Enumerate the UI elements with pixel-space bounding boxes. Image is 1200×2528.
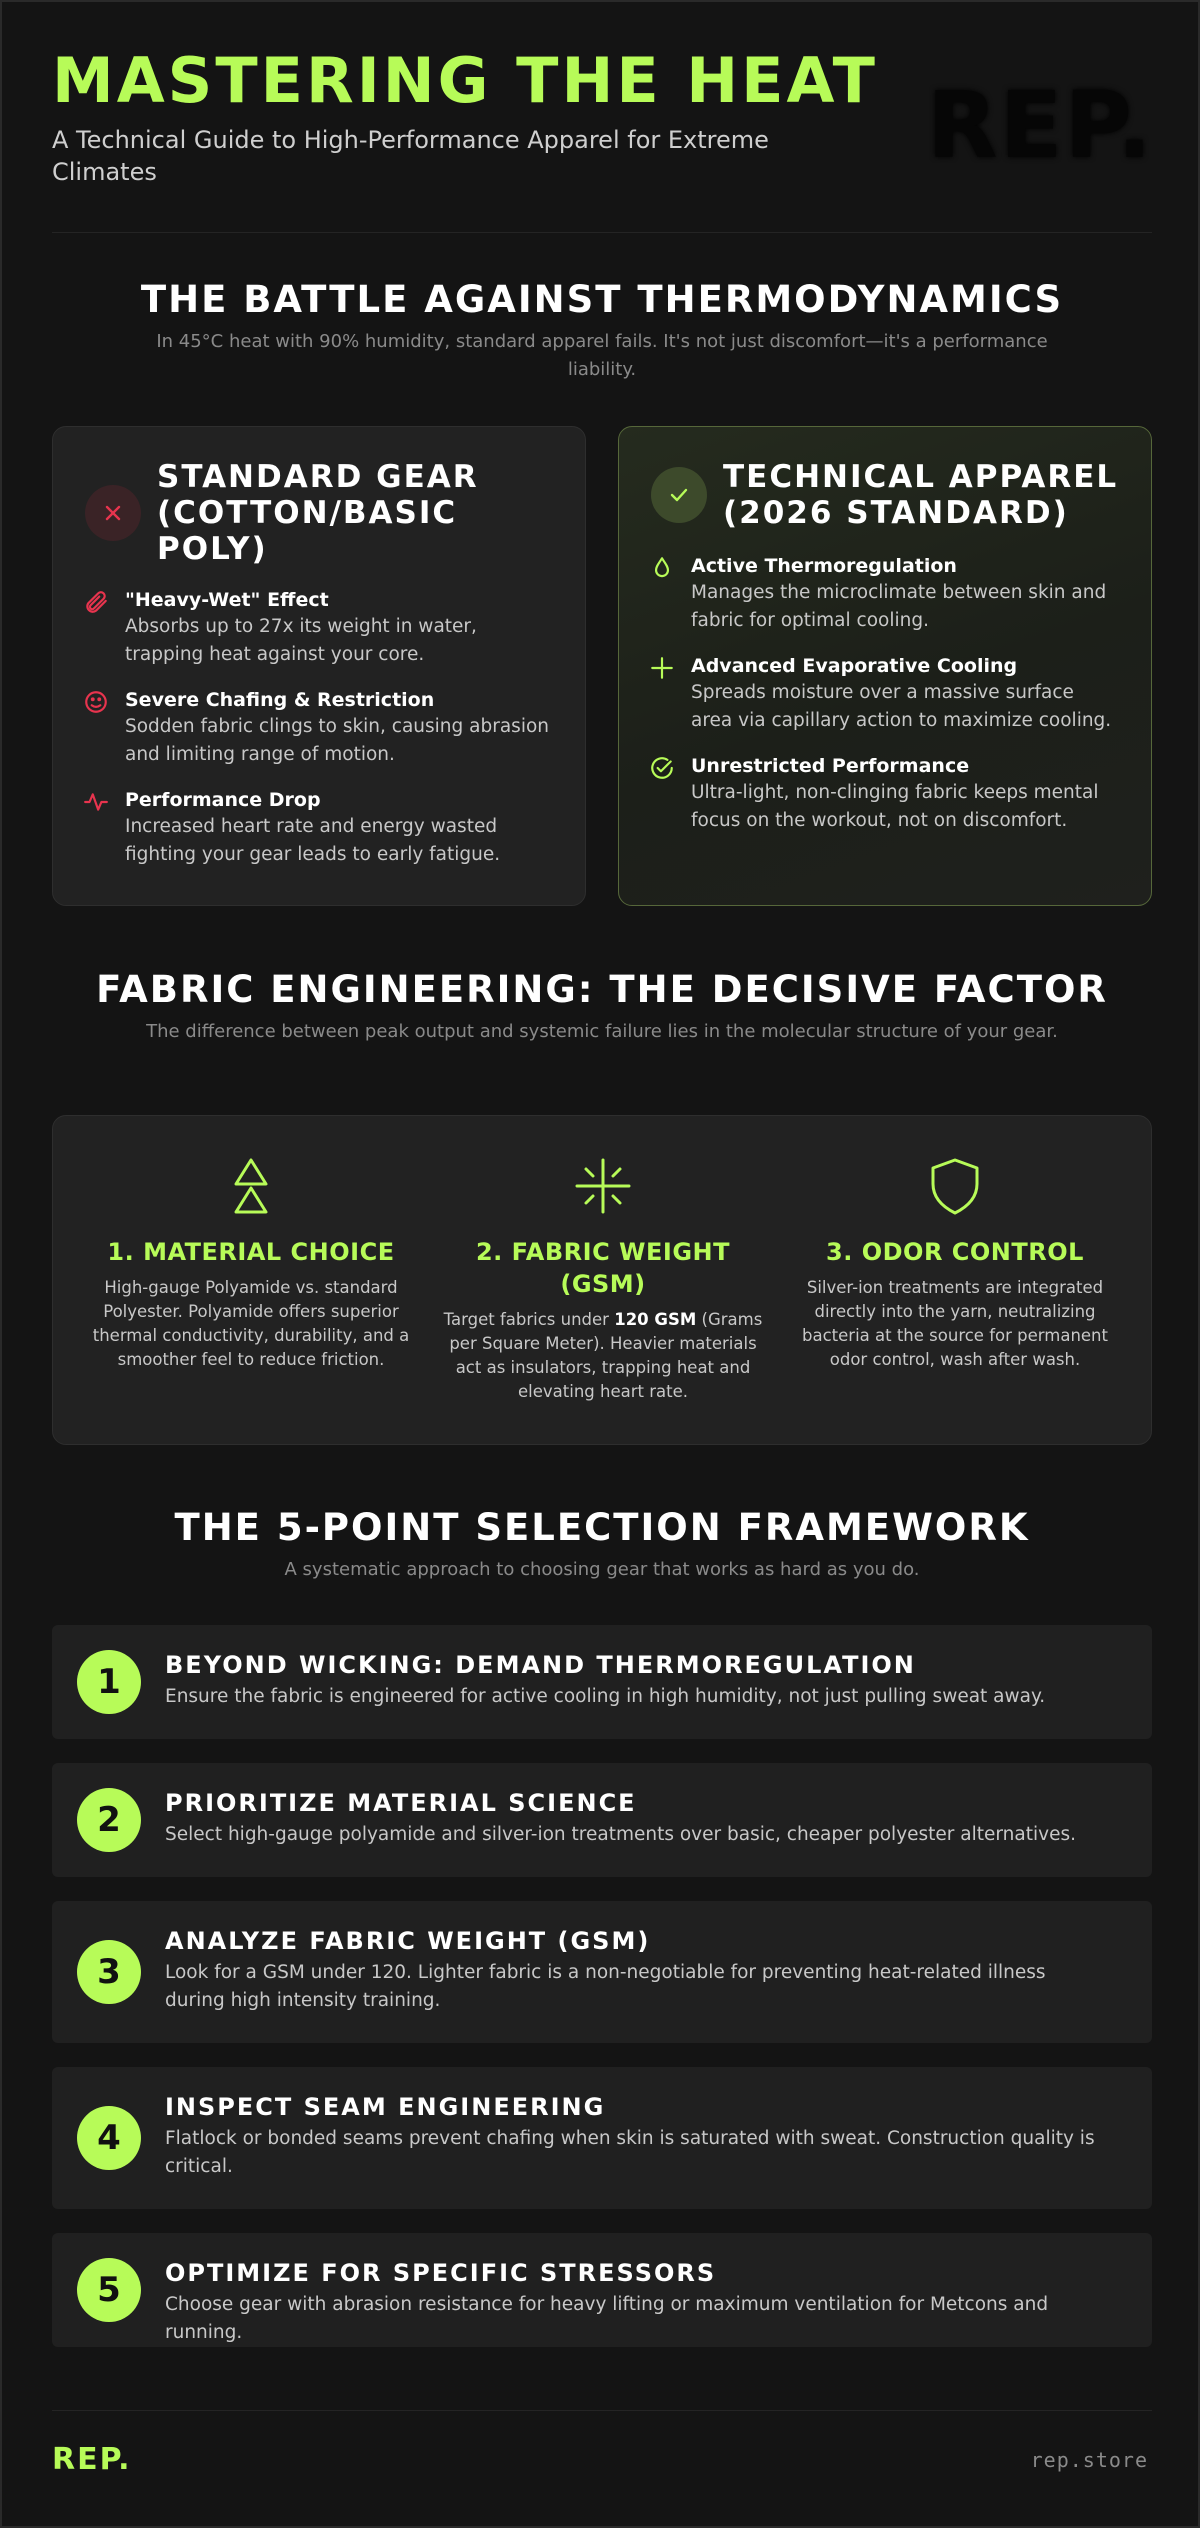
step-desc: Look for a GSM under 120. Lighter fabric is a non-negotiable for preventing heat-related illness during high intensity training. xyxy=(165,1962,1046,2011)
fabric-section-title: FABRIC ENGINEERING: THE DECISIVE FACTOR xyxy=(96,968,1108,1011)
standard-item xyxy=(83,587,555,669)
technical-item xyxy=(649,553,1121,635)
step-title: BEYOND WICKING: DEMAND THERMOREGULATION xyxy=(165,1651,916,1679)
battle-section-title: THE BATTLE AGAINST THERMODYNAMICS xyxy=(140,278,1064,321)
framework-section-subtitle: A systematic approach to choosing gear that works as hard as you do. xyxy=(284,1559,920,1580)
framework-step xyxy=(52,1901,1152,2043)
step-number: 1 xyxy=(77,1650,141,1714)
page-subtitle: A Technical Guide to High-Performance Apparel for Extreme Climates xyxy=(52,126,769,186)
footer-logo: REP. xyxy=(52,2442,132,2477)
standard-item-desc: Absorbs up to 27x its weight in water, trapping heat against your core. xyxy=(125,616,477,665)
fabric-desc-text: Target fabrics under xyxy=(443,1310,615,1329)
fabric-column-title: 3. ODOR CONTROL xyxy=(826,1238,1084,1266)
framework-section-title: THE 5-POINT SELECTION FRAMEWORK xyxy=(174,1506,1030,1549)
standard-item-title: Performance Drop xyxy=(125,789,321,811)
fabric-column-title: 1. MATERIAL CHOICE xyxy=(107,1238,395,1266)
technical-item-title: Active Thermoregulation xyxy=(691,555,957,577)
step-number: 5 xyxy=(77,2258,141,2322)
paperclip-icon xyxy=(83,589,109,615)
step-desc: Choose gear with abrasion resistance for heavy lifting or maximum ventilation for Metcons and running. xyxy=(165,2294,1049,2343)
step-desc: Select high-gauge polyamide and silver-ion treatments over basic, cheaper polyester alternatives. xyxy=(165,1824,1076,1845)
framework-step xyxy=(52,1625,1152,1739)
plus-icon xyxy=(649,655,675,681)
pulse-icon xyxy=(83,789,109,815)
technical-item-title: Advanced Evaporative Cooling xyxy=(691,655,1018,677)
step-number: 3 xyxy=(77,1940,141,2004)
technical-item-title: Unrestricted Performance xyxy=(691,755,970,777)
fabric-column-desc: Silver-ion treatments are integrated directly into the yarn, neutralizing bacteria at the source for permanent odor control, wash after wash. xyxy=(802,1278,1108,1369)
standard-item-desc: Sodden fabric clings to skin, causing abrasion and limiting range of motion. xyxy=(125,716,550,765)
step-desc: Ensure the fabric is engineered for active cooling in high humidity, not just pulling sweat away. xyxy=(165,1686,1046,1707)
sparkle-icon xyxy=(573,1156,633,1216)
step-desc: Flatlock or bonded seams prevent chafing when skin is saturated with sweat. Construction quality is critical. xyxy=(165,2128,1095,2177)
frown-icon xyxy=(83,689,109,715)
droplet-icon xyxy=(649,555,675,581)
fabric-column-title: 2. FABRIC WEIGHT (GSM) xyxy=(475,1238,730,1298)
framework-step xyxy=(52,2233,1152,2347)
step-title: OPTIMIZE FOR SPECIFIC STRESSORS xyxy=(165,2259,717,2287)
brand-watermark: REP. xyxy=(926,72,1154,179)
technical-apparel-title: TECHNICAL APPAREL (2026 STANDARD) xyxy=(723,459,1119,531)
step-title: INSPECT SEAM ENGINEERING xyxy=(165,2093,606,2121)
technical-item-desc: Ultra-light, non-clinging fabric keeps mental focus on the workout, not on discomfort. xyxy=(691,782,1099,831)
fabric-section-subtitle: The difference between peak output and systemic failure lies in the molecular structure of your gear. xyxy=(146,1021,1058,1042)
triangles-icon xyxy=(221,1156,281,1216)
x-icon xyxy=(85,485,141,541)
fabric-desc-text: (Grams per Square Meter). Heavier materials act as insulators, trapping heat and elevating heart rate. xyxy=(449,1310,763,1401)
header-divider xyxy=(52,232,1152,233)
step-number: 2 xyxy=(77,1788,141,1852)
standard-item-desc: Increased heart rate and energy wasted fighting your gear leads to early fatigue. xyxy=(125,816,501,865)
shield-icon xyxy=(925,1156,985,1216)
battle-section-subtitle: In 45°C heat with 90% humidity, standard apparel fails. It's not just discomfort—it's a performance liability. xyxy=(156,331,1048,380)
technical-item xyxy=(649,653,1121,735)
framework-step xyxy=(52,2067,1152,2209)
standard-gear-card xyxy=(52,426,586,906)
check-icon xyxy=(651,467,707,523)
standard-item-title: Severe Chafing & Restriction xyxy=(125,689,435,711)
technical-item xyxy=(649,753,1121,835)
page-title: MASTERING THE HEAT xyxy=(52,44,878,117)
fabric-column-desc xyxy=(443,1308,763,1404)
technical-item-desc: Spreads moisture over a massive surface area via capillary action to maximize cooling. xyxy=(691,682,1112,731)
standard-item xyxy=(83,787,555,869)
step-title: PRIORITIZE MATERIAL SCIENCE xyxy=(165,1789,637,1817)
standard-item xyxy=(83,687,555,769)
technical-item-desc: Manages the microclimate between skin and fabric for optimal cooling. xyxy=(691,582,1107,631)
framework-step xyxy=(52,1763,1152,1877)
standard-item-title: "Heavy-Wet" Effect xyxy=(125,589,329,611)
footer-divider xyxy=(52,2410,1152,2411)
fabric-desc-highlight: 120 GSM xyxy=(614,1310,697,1329)
step-number: 4 xyxy=(77,2106,141,2170)
page-header xyxy=(52,46,1152,196)
technical-apparel-card xyxy=(618,426,1152,906)
check-circle-icon xyxy=(649,755,675,781)
fabric-panel xyxy=(52,1115,1152,1445)
step-title: ANALYZE FABRIC WEIGHT (GSM) xyxy=(165,1927,651,1955)
fabric-column-desc: High-gauge Polyamide vs. standard Polyester. Polyamide offers superior thermal conductivity, durability, and a smoother feel to reduce friction. xyxy=(92,1278,410,1369)
footer-url-link[interactable]: rep.store xyxy=(1030,2448,1148,2472)
standard-gear-title: STANDARD GEAR (COTTON/BASIC POLY) xyxy=(157,459,479,567)
